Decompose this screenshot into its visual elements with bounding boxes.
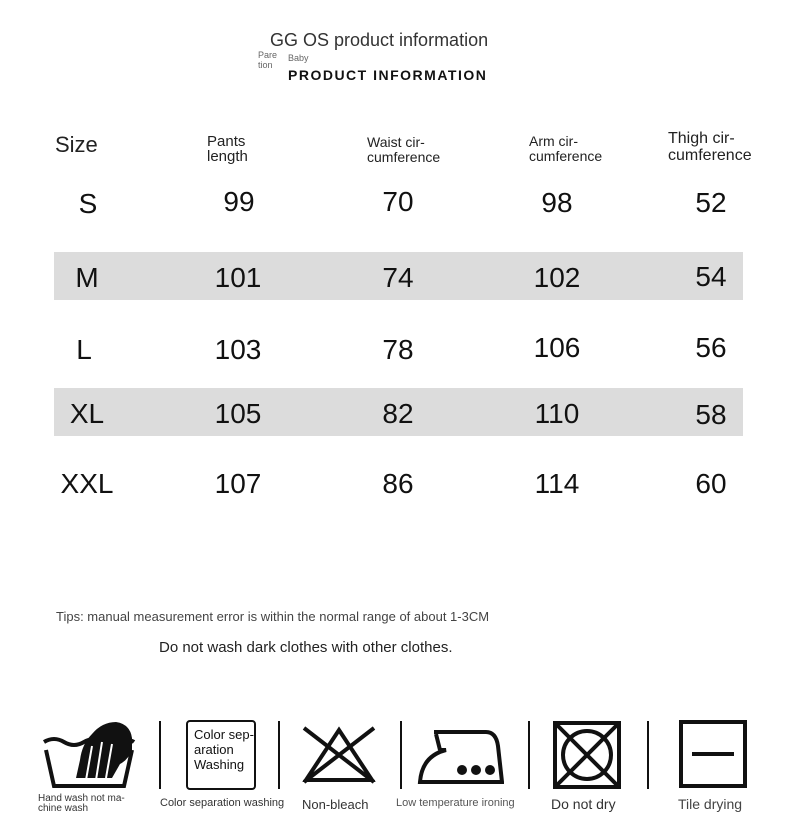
thigh-cell: 60 bbox=[695, 468, 727, 499]
pants-length-cell: 107 bbox=[214, 468, 262, 499]
divider bbox=[647, 721, 649, 789]
low-iron-icon bbox=[416, 730, 504, 786]
column-header-size: Size bbox=[55, 132, 98, 157]
divider bbox=[400, 721, 402, 789]
column-header-arm: Arm cir- cumference bbox=[529, 133, 603, 164]
hand-wash-icon bbox=[40, 720, 138, 790]
waist-cell: 74 bbox=[382, 262, 414, 293]
waist-cell: 70 bbox=[382, 186, 414, 217]
arm-cell: 106 bbox=[533, 332, 581, 363]
size-cell: L bbox=[76, 334, 92, 365]
thigh-cell: 56 bbox=[695, 332, 727, 363]
waist-cell: 78 bbox=[382, 334, 414, 365]
arm-cell: 102 bbox=[533, 262, 581, 293]
size-cell: XL bbox=[69, 398, 105, 429]
measurement-tip: Tips: manual measurement error is within the normal range of about 1-3CM bbox=[56, 609, 490, 624]
no-tumble-dry-icon bbox=[552, 720, 622, 790]
column-header-waist: Waist cir- cumference bbox=[367, 134, 441, 165]
no-bleach-icon bbox=[302, 726, 376, 784]
pants-length-cell: 99 bbox=[223, 186, 255, 217]
care-label: Hand wash not ma- chine wash bbox=[38, 793, 125, 814]
thigh-cell: 52 bbox=[695, 187, 727, 218]
care-label: Tile drying bbox=[678, 796, 743, 812]
arm-cell: 114 bbox=[534, 468, 580, 499]
size-cell: M bbox=[75, 262, 99, 293]
pants-length-cell: 105 bbox=[214, 398, 262, 429]
thigh-cell: 58 bbox=[695, 399, 727, 430]
care-label: Color separation washing bbox=[160, 797, 285, 809]
column-header-thigh: Thigh cir- cumference bbox=[668, 130, 752, 164]
faint-label: Pare tion bbox=[258, 50, 278, 70]
care-label: Non-bleach bbox=[302, 797, 369, 812]
divider bbox=[159, 721, 161, 789]
size-cell: S bbox=[78, 188, 98, 219]
divider bbox=[278, 721, 280, 789]
arm-cell: 98 bbox=[541, 187, 573, 218]
flat-dry-icon bbox=[678, 719, 748, 789]
color-separation-box-text: Color sep- aration Washing bbox=[194, 727, 254, 772]
pants-length-cell: 103 bbox=[214, 334, 262, 365]
column-header-pants-length: Pants length bbox=[207, 133, 248, 165]
care-label: Low temperature ironing bbox=[396, 797, 515, 809]
arm-cell: 110 bbox=[534, 398, 580, 429]
page-subtitle: PRODUCT INFORMATION bbox=[288, 67, 488, 83]
faint-label-baby: Baby bbox=[288, 53, 309, 63]
thigh-cell: 54 bbox=[695, 261, 727, 292]
wash-note: Do not wash dark clothes with other clothes. bbox=[159, 639, 453, 656]
waist-cell: 86 bbox=[382, 468, 414, 499]
page-title: GG OS product information bbox=[270, 30, 489, 50]
color-separation-icon bbox=[186, 720, 256, 790]
divider bbox=[528, 721, 530, 789]
care-label: Do not dry bbox=[551, 796, 616, 812]
size-cell: XXL bbox=[60, 468, 114, 499]
waist-cell: 82 bbox=[382, 398, 414, 429]
pants-length-cell: 101 bbox=[214, 262, 262, 293]
